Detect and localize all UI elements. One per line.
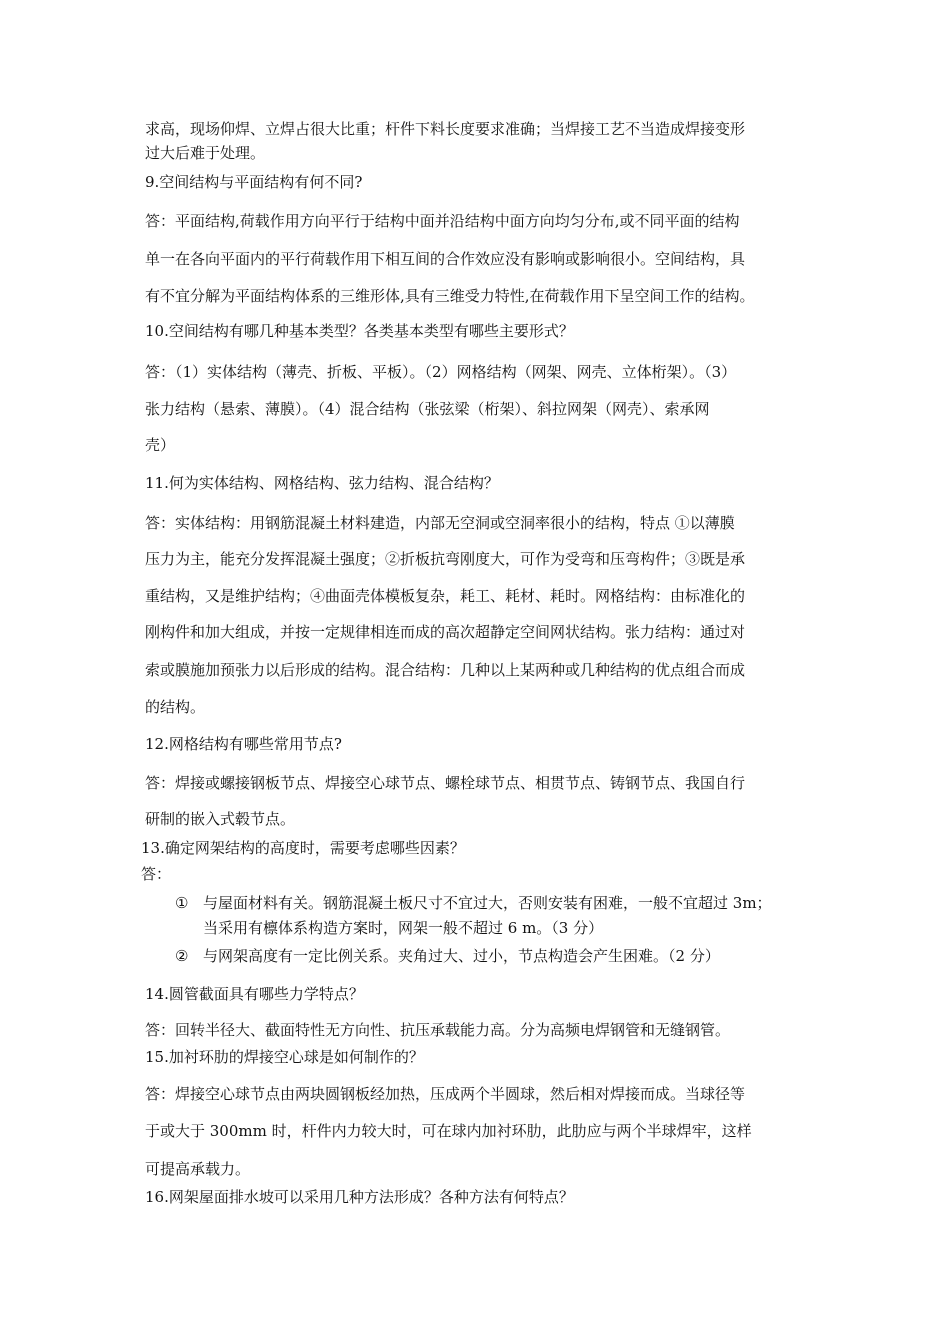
text-line: 重结构，又是维护结构；④曲面壳体模板复杂，耗工、耗材、耗时。网格结构：由标准化的 (145, 587, 746, 605)
question-heading: 9.空间结构与平面结构有何不同? (145, 173, 363, 191)
question-heading: 16.网架屋面排水坡可以采用几种方法形成？各种方法有何特点？ (145, 1188, 574, 1206)
circled-number-2: ② (175, 947, 189, 965)
text-line: 答： (141, 865, 172, 883)
circled-number-1: ① (175, 894, 189, 912)
question-heading: 11.何为实体结构、网格结构、弦力结构、混合结构？ (145, 474, 499, 492)
text-line: 研制的嵌入式毂节点。 (145, 810, 296, 828)
text-line: 索或膜施加预张力以后形成的结构。混合结构：几种以上某两种或几种结构的优点组合而成 (145, 661, 746, 679)
text-line: 于或大于 300mm 时，杆件内力较大时，可在球内加衬环肋，此肋应与两个半球焊牢，这样 (145, 1122, 752, 1140)
question-heading: 12.网格结构有哪些常用节点? (145, 735, 342, 753)
text-line: 答：焊接空心球节点由两块圆钢板经加热，压成两个半圆球，然后相对焊接而成。当球径等 (145, 1085, 746, 1103)
text-line: 答：焊接或螺接钢板节点、焊接空心球节点、螺栓球节点、相贯节点、铸钢节点、我国自行 (145, 774, 746, 792)
text-line: 刚构件和加大组成，并按一定规律相连而成的高次超静定空间网状结构。张力结构：通过对 (145, 623, 746, 641)
text-line: 答：平面结构,荷载作用方向平行于结构中面并沿结构中面方向均匀分布,或不同平面的结构 (145, 212, 740, 230)
question-heading: 14.圆管截面具有哪些力学特点？ (145, 985, 364, 1003)
text-line: 可提高承载力。 (145, 1160, 251, 1178)
list-item (175, 893, 772, 913)
text-line: 单一在各向平面内的平行荷载作用下相互间的合作效应没有影响或影响很小。空间结构，具 (145, 250, 746, 268)
text-line: 壳） (145, 436, 176, 454)
question-heading: 15.加衬环肋的焊接空心球是如何制作的？ (145, 1048, 424, 1066)
text-line: 压力为主，能充分发挥混凝土强度；②折板抗弯刚度大，可作为受弯和压弯构件；③既是承 (145, 550, 746, 568)
text-line: 求高，现场仰焊、立焊占很大比重；杆件下料长度要求准确；当焊接工艺不当造成焊接变形 (145, 120, 746, 138)
text-line: 有不宜分解为平面结构体系的三维形体,具有三维受力特性,在荷载作用下呈空间工作的结构。 (145, 287, 755, 305)
list-item (175, 946, 720, 966)
text-line: 答：（1）实体结构（薄壳、折板、平板）。（2）网格结构（网架、网壳、立体桁架）。（3） (145, 363, 737, 381)
question-heading: 13.确定网架结构的高度时，需要考虑哪些因素？ (141, 839, 465, 857)
text-line: 答：回转半径大、截面特性无方向性、抗压承载能力高。分为高频电焊钢管和无缝钢管。 (145, 1021, 731, 1039)
text-line: 张力结构（悬索、薄膜）。（4）混合结构（张弦梁（桁架）、斜拉网架（网壳）、索承网 (145, 400, 710, 418)
question-heading: 10.空间结构有哪几种基本类型？各类基本类型有哪些主要形式？ (145, 322, 574, 340)
list-item-text: 与屋面材料有关。钢筋混凝土板尺寸不宜过大，否则安装有困难，一般不宜超过 3m； (203, 894, 772, 912)
text-line: 过大后难于处理。 (145, 144, 266, 162)
text-line: 答：实体结构：用钢筋混凝土材料建造，内部无空洞或空洞率很小的结构，特点 ①以薄膜 (145, 514, 735, 532)
list-item-text: 与网架高度有一定比例关系。夹角过大、过小，节点构造会产生困难。（2 分） (203, 947, 720, 965)
text-line: 的结构。 (145, 698, 206, 716)
text-line: 当采用有檩体系构造方案时，网架一般不超过 6 m。（3 分） (203, 919, 604, 937)
